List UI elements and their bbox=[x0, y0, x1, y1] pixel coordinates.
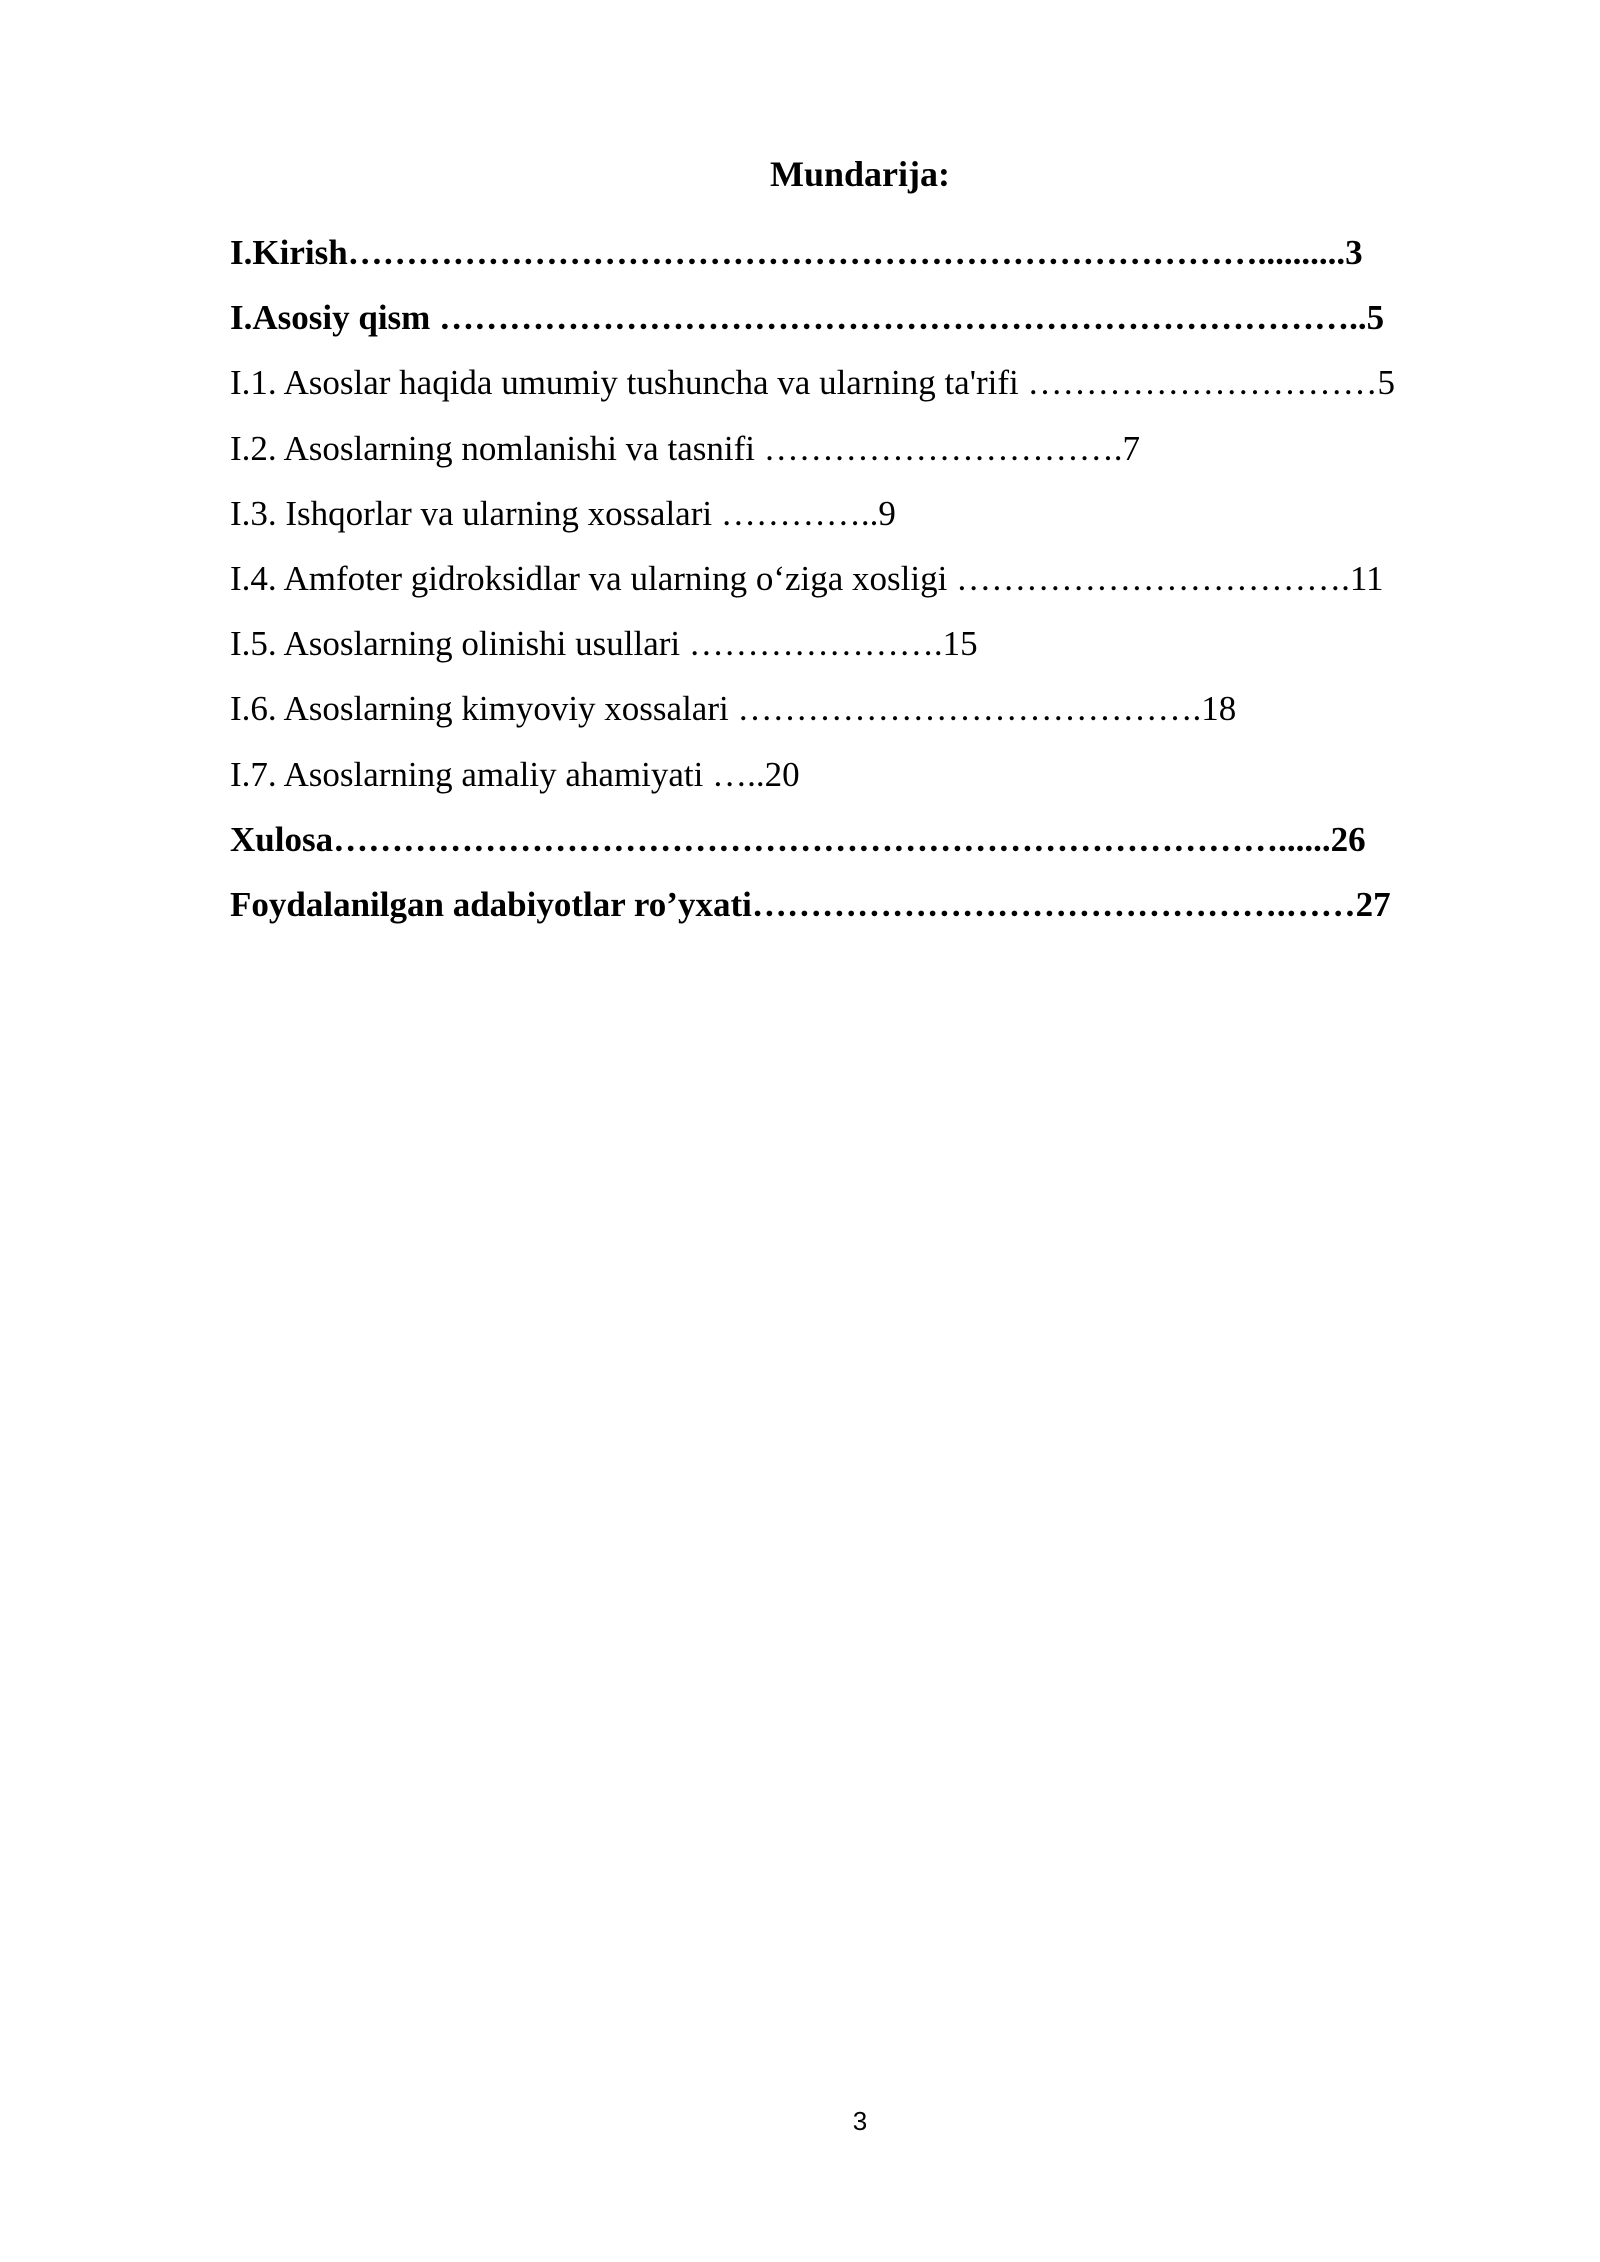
toc-entry-xulosa: Xulosa………………………………………………………………………......26 bbox=[230, 819, 1366, 859]
page-number: 3 bbox=[852, 2106, 868, 2136]
toc-entry-1-2: I.2. Asoslarning nomlanishi va tasnifi ………………………….7 bbox=[230, 428, 1140, 468]
toc-entry-adabiyotlar: Foydalanilgan adabiyotlar ro’yxati……………………………………….……27 bbox=[230, 884, 1391, 924]
toc-entry-1-5: I.5. Asoslarning olinishi usullari ………………….15 bbox=[230, 624, 978, 664]
toc-entry-1-4: I.4. Amfoter gidroksidlar va ularning o‘ziga xosligi …………………………….11 bbox=[230, 558, 1384, 598]
toc-entry-1-3: I.3. Ishqorlar va ularning xossalari …………..9 bbox=[230, 493, 896, 533]
toc-entry-1-1: I.1. Asoslar haqida umumiy tushuncha va ularning ta'rifi …………………………5 bbox=[230, 363, 1396, 403]
toc-entry-1-7: I.7. Asoslarning amaliy ahamiyati …..20 bbox=[230, 754, 800, 794]
toc-title: Mundarija: bbox=[770, 154, 950, 194]
toc-entry-asosiy-qism: I.Asosiy qism ……………………………………………………………………..5 bbox=[230, 298, 1385, 338]
toc-entry-1-6: I.6. Asoslarning kimyoviy xossalari ………………………………….18 bbox=[230, 689, 1237, 729]
table-of-contents bbox=[230, 226, 1560, 943]
toc-entry-kirish: I.Kirish……………………………………………………………………..........3 bbox=[230, 233, 1363, 272]
